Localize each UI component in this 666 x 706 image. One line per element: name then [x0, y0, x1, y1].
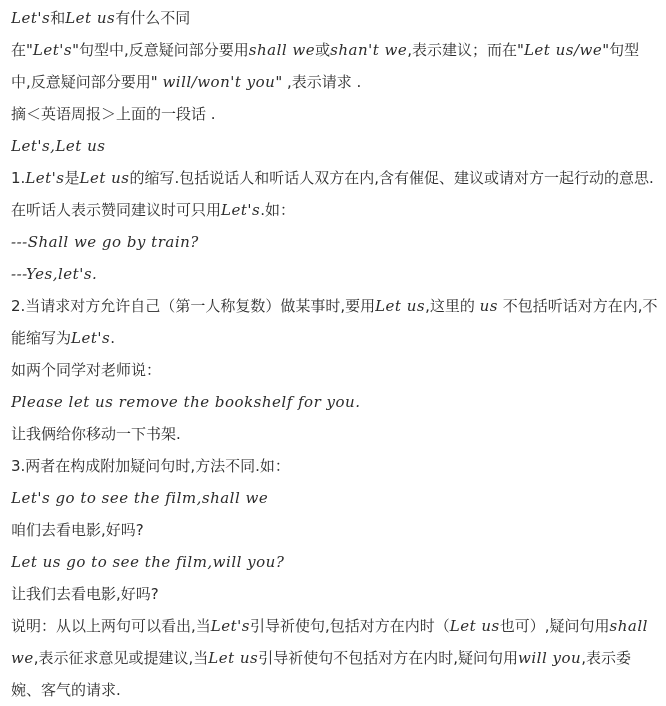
text-segment: 在" — [11, 41, 33, 59]
text-segment: ,表示委婉、客气的请求. — [11, 649, 631, 699]
example-2: ---Yes,let's. — [11, 265, 98, 283]
translation-3: 让我俩给你移动一下书架. — [11, 425, 181, 443]
title-and: 和 — [50, 9, 66, 27]
example-1: ---Shall we go by train? — [11, 233, 199, 251]
text-segment: " ,表示请求 . — [275, 73, 362, 91]
text-segment: shall we — [248, 41, 316, 59]
translation-5: 让我们去看电影,好吗? — [11, 585, 159, 603]
text-segment: 中,反意疑问部分要用" — [11, 73, 163, 91]
text-segment: 是 — [64, 169, 80, 187]
text-segment: Let's — [32, 41, 73, 59]
text-segment: 也可）,疑问句用 — [499, 617, 610, 635]
line-students: 如两个同学对老师说： — [11, 361, 162, 379]
line-3 — [11, 66, 658, 98]
source-line: 摘＜英语周报＞上面的一段话 . — [11, 105, 216, 123]
text-segment: Let us/we — [523, 41, 603, 59]
text-segment: "句型 — [602, 41, 640, 59]
text-segment: 或 — [315, 41, 331, 59]
text-segment: 引导祈使句不包括对方在内时,疑问句用 — [258, 649, 519, 667]
text-segment: Let's — [221, 201, 261, 219]
text-segment: will you — [518, 649, 582, 667]
text-segment: Let's — [71, 329, 111, 347]
text-segment: 2.当请求对方允许自己（第一人称复数）做某事时,要用 — [11, 297, 376, 315]
text-segment: Let us — [79, 169, 130, 187]
text-segment: 说明：从以上两句可以看出,当 — [11, 617, 211, 635]
text-segment: ,表示征求意见或提建议,当 — [33, 649, 209, 667]
title-lets: Let's — [11, 9, 51, 27]
paragraph-2 — [11, 290, 658, 354]
text-segment: ,这里的 — [425, 297, 480, 315]
example-5: Let us go to see the film,will you? — [11, 553, 285, 571]
text-segment: "句型中,反意疑问部分要用 — [72, 41, 249, 59]
text-segment: 引导祈使句,包括对方在内时（ — [249, 617, 450, 635]
text-segment: Let us — [208, 649, 259, 667]
text-segment: will/won't you — [162, 73, 276, 91]
text-segment: Let us — [449, 617, 500, 635]
text-segment: us — [479, 297, 498, 315]
text-segment: 不包括听话对方在内,不能缩写为 — [11, 297, 658, 347]
text-segment: ,表示建议；而在" — [407, 41, 524, 59]
text-segment: 的缩写.包括说话人和听话人双方在内,含有催促、建议或请对方一起行动的意思.在听话人表示赞同建议时可只用 — [11, 169, 654, 219]
text-segment: .如： — [260, 201, 295, 219]
text-segment: Let's — [25, 169, 65, 187]
text-segment: Let us — [375, 297, 426, 315]
line-2 — [11, 34, 658, 66]
point-3: 3.两者在构成附加疑问句时,方法不同.如： — [11, 457, 290, 475]
example-3: Please let us remove the bookshelf for you. — [11, 393, 361, 411]
heading-lets-let-us: Let's,Let us — [11, 137, 106, 155]
text-segment: 1. — [11, 169, 26, 187]
example-4: Let's go to see the film,shall we — [11, 489, 269, 507]
text-segment: shan't we — [330, 41, 408, 59]
title-rest: 有什么不同 — [115, 9, 191, 27]
translation-4: 咱们去看电影,好吗? — [11, 521, 144, 539]
text-segment: Let's — [210, 617, 250, 635]
text-segment: . — [110, 329, 115, 347]
title-line — [11, 2, 658, 34]
paragraph-3 — [11, 610, 658, 706]
text-segment: shall we — [11, 617, 648, 667]
paragraph-1 — [11, 162, 658, 226]
title-let-us: Let us — [65, 9, 116, 27]
